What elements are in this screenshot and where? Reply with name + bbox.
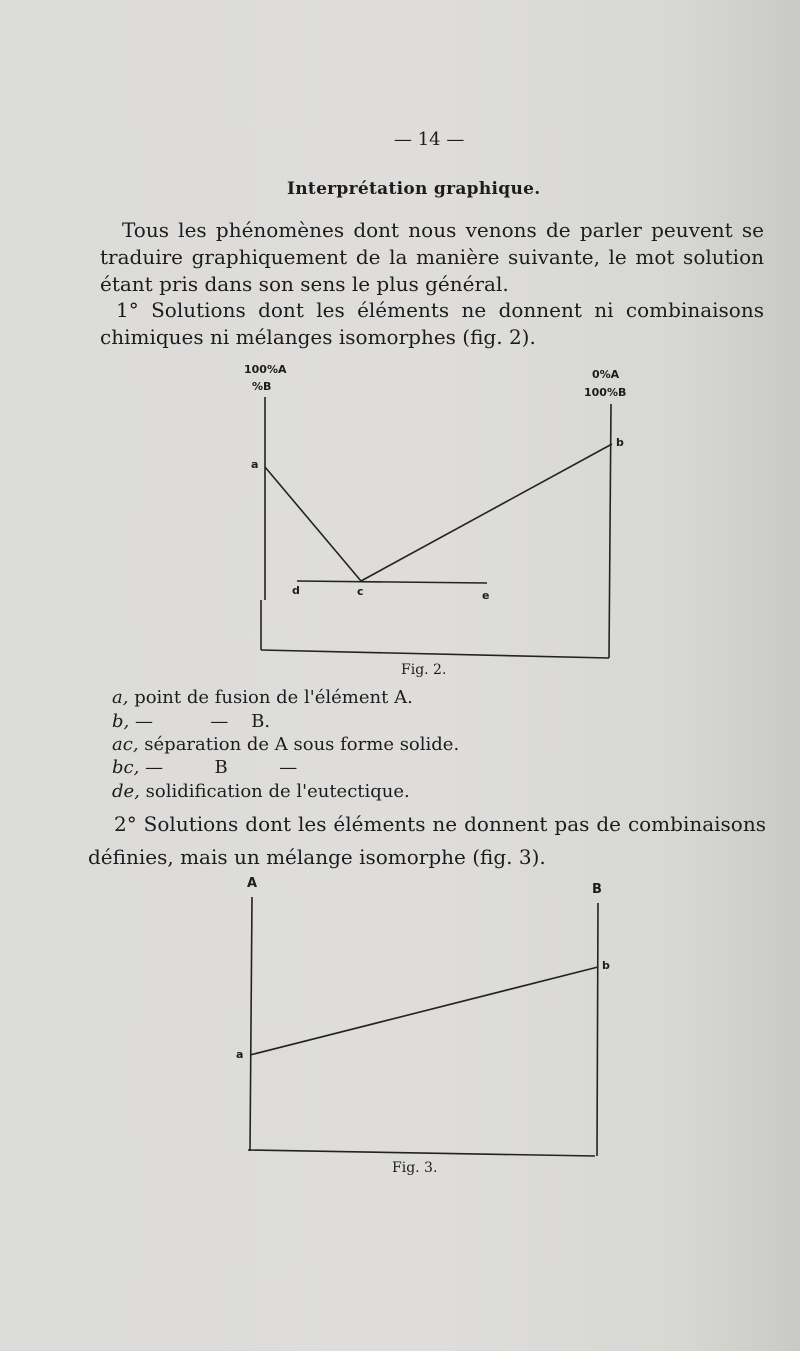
section-title: Interprétation graphique. [287,179,541,199]
section2-heading: 2° Solutions dont les éléments ne donnent pas de combinaisons [114,812,766,836]
paragraph-line: étant pris dans son sens le plus général. [100,272,509,296]
legend-text: — B — [145,757,298,778]
legend-text: point de fusion de l'élément A. [134,687,413,708]
fig3-point-a: a [236,1048,244,1061]
legend-text: séparation de A sous forme solide. [144,734,460,755]
fig2-label-0A: 0%A [592,368,620,381]
fig2-line-ac [265,467,361,581]
fig3-line-ab [250,967,598,1055]
fig2-point-d: d [292,584,300,597]
legend-line-a [112,686,413,710]
fig2-point-c: c [357,585,364,598]
fig2-caption: Fig. 2. [401,662,447,678]
fig2-label-B: %B [252,380,272,393]
fig2-label-100A: 100%A [244,363,287,376]
fig2-point-e: e [482,589,490,602]
paragraph-line: Tous les phénomènes dont nous venons de parler peuvent se [122,218,764,242]
legend-key: b, [112,711,130,732]
fig2-bottom-axis [261,650,609,658]
legend-key: bc, [112,757,140,778]
legend-text: — — B. [134,711,271,732]
fig3-label-A: A [247,876,258,891]
legend-line-de [112,780,410,804]
fig3-right-axis [597,903,598,1156]
legend-key: ac, [112,734,139,755]
fig3-left-axis [250,897,252,1151]
section1-heading: 1° Solutions dont les éléments ne donnent ni combinaisons [116,298,764,322]
paragraph-line: traduire graphiquement de la manière suivante, le mot solution [100,245,764,269]
section2-heading-cont: définies, mais un mélange isomorphe (fig. 3). [88,845,546,869]
fig3-caption: Fig. 3. [392,1160,438,1176]
fig2-eutectic-line [297,581,487,583]
fig2-point-b: b [616,436,624,449]
legend-key: a, [112,687,129,708]
fig3-point-b: b [602,959,610,972]
page-number: — 14 — [394,129,465,150]
legend-text: solidification de l'eutectique. [145,781,410,802]
fig2-line-cb [361,444,612,581]
fig3-bottom-axis [248,1150,595,1156]
fig2-right-axis [609,404,611,658]
legend-line-bc [112,756,297,780]
legend-key: de, [112,781,140,802]
fig2-point-a: a [251,458,259,471]
fig2-label-100B: 100%B [584,386,627,399]
section1-heading-cont: chimiques ni mélanges isomorphes (fig. 2). [100,325,536,349]
legend-line-b [112,710,270,734]
legend-line-ac [112,733,459,757]
fig3-label-B: B [592,882,602,897]
